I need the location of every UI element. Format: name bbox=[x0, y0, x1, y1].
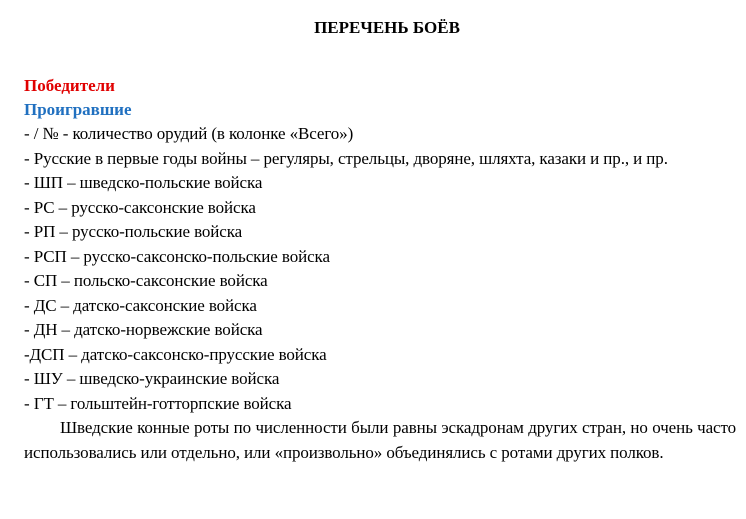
document-page bbox=[24, 16, 736, 465]
legend-line-dn: - ДН – датско-норвежские войска bbox=[24, 320, 263, 339]
legend-winners: Победители bbox=[24, 76, 115, 95]
legend-line-russians: - Русские в первые годы войны – регуляры, стрельцы, дворяне, шляхта, казаки и пр., и пр. bbox=[24, 148, 668, 168]
legend-line-shu: - ШУ – шведско-украинские войска bbox=[24, 369, 280, 388]
legend-line-sp: - СП – польско-саксонские войска bbox=[24, 271, 268, 290]
legend-line-rs: - РС – русско-саксонские войска bbox=[24, 197, 256, 217]
legend-line-shp: - ШП – шведско-польские войска bbox=[24, 173, 263, 192]
legend-losers: Проигравшие bbox=[24, 100, 132, 119]
legend-line-dsp: -ДСП – датско-саксонско-прусские войска bbox=[24, 344, 327, 364]
legend-line-rsp: - РСП – русско-саксонско-польские войска bbox=[24, 246, 330, 266]
page-title: ПЕРЕЧЕНЬ БОЁВ bbox=[314, 18, 460, 37]
legend-line-guns: - / № - количество орудий (в колонке «Всего») bbox=[24, 124, 354, 143]
legend-line-gt: - ГТ – гольштейн-готторпские войска bbox=[24, 393, 292, 413]
note-paragraph: Шведские конные роты по численности были равны эскадронам других стран, но очень часто использовались или отдельно, или «произвольно» объединялись с ротами других полков. bbox=[24, 418, 736, 462]
legend-line-ds: - ДС – датско-саксонские войска bbox=[24, 295, 257, 315]
legend-line-rp: - РП – русско-польские войска bbox=[24, 222, 243, 241]
